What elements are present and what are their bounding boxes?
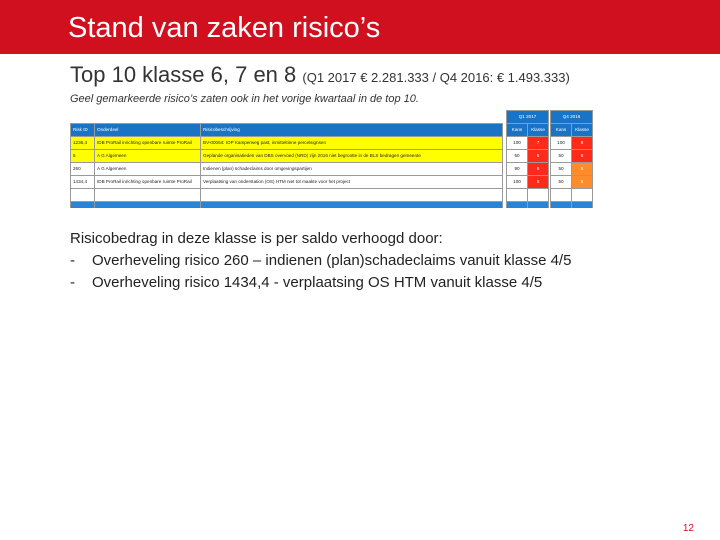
header-cell: Kans xyxy=(507,124,528,137)
table-row xyxy=(71,150,503,163)
kans-value: 50 xyxy=(551,150,572,163)
header-cell: Klasse xyxy=(572,124,593,137)
kans-value: 50 xyxy=(551,163,572,176)
header-cell: Klasse xyxy=(528,124,549,137)
kans-value: 90 xyxy=(507,163,528,176)
klasse-value: 6 xyxy=(528,176,549,189)
title-bar xyxy=(0,0,720,54)
risk-onderdeel: IDB ProRail inrichting openbare ruimte ProRail xyxy=(95,176,201,189)
heading-main: Top 10 klasse 6, 7 en 8 xyxy=(70,62,297,87)
risk-id: 1434,4 xyxy=(71,176,95,189)
heading-detail: (Q1 2017 € 2.281.333 / Q4 2016: € 1.493.333) xyxy=(302,70,570,85)
header-cell: Risk ID xyxy=(71,124,95,137)
kans-value: 50 xyxy=(551,176,572,189)
risk-table xyxy=(70,123,503,208)
klasse-value: 5 xyxy=(572,163,593,176)
header-cell: Risicobeschrijving xyxy=(201,124,503,137)
klasse-value: 6 xyxy=(528,150,549,163)
section-heading xyxy=(70,62,570,88)
header-cell: Kans xyxy=(551,124,572,137)
table-row xyxy=(71,176,503,189)
risk-onderdeel: IDB ProRail inrichting openbare ruimte ProRail xyxy=(95,137,201,150)
slide-title: Stand van zaken risico’s xyxy=(68,12,381,44)
table-row xyxy=(71,137,503,150)
risk-beschrijving: Geplande organisatieden van DBS overvoed (NRD) zijn 2016 niet begrootte in de BLS bedragen gemeente xyxy=(201,150,503,163)
bullet-marker: - xyxy=(70,252,75,269)
highlight-note: Geel gemarkeerde risico’s zaten ook in het vorige kwartaal in de top 10. xyxy=(70,93,419,105)
risk-id: 1236,4 xyxy=(71,137,95,150)
page-number: 12 xyxy=(682,523,694,534)
body-intro: Risicobedrag in deze klasse is per saldo verhoogd door: xyxy=(70,230,443,247)
body-text xyxy=(70,228,571,294)
bullet-text: Overheveling risico 1434,4 - verplaatsing OS HTM vanuit klasse 4/5 xyxy=(92,274,543,291)
risk-id: 260 xyxy=(71,163,95,176)
risk-beschrijving: Verplaatsing van onderstation (OS) HTM niet tot maakte voor het project xyxy=(201,176,503,189)
header-cell: Onderdeel xyxy=(95,124,201,137)
risk-id: 5 xyxy=(71,150,95,163)
risk-table-header xyxy=(71,124,503,137)
table-row xyxy=(71,163,503,176)
risk-onderdeel: A G Algemeen xyxy=(95,163,201,176)
bullet-text: Overheveling risico 260 – indienen (plan)schadeclaims vanuit klasse 4/5 xyxy=(92,252,572,269)
klasse-value: 6 xyxy=(528,163,549,176)
list-item xyxy=(70,272,571,294)
klasse-value: 7 xyxy=(528,137,549,150)
q4-2016-label: Q4 2016 xyxy=(551,111,593,124)
risk-table-image xyxy=(70,110,594,208)
kans-value: 100 xyxy=(507,176,528,189)
risk-onderdeel: A G Algemeen xyxy=(95,150,201,163)
klasse-value: 5 xyxy=(572,176,593,189)
kans-value: 50 xyxy=(507,150,528,163)
klasse-value: 6 xyxy=(572,150,593,163)
kans-value: 100 xyxy=(507,137,528,150)
kans-value: 100 xyxy=(551,137,572,150)
risk-beschrijving: BV-00064: IOP Kamperweg past, inmitteltinne percelsignsen xyxy=(201,137,503,150)
bullet-marker: - xyxy=(70,274,75,291)
list-item xyxy=(70,250,571,272)
q1-2017-label: Q1 2017 xyxy=(507,111,549,124)
q4-2016-table xyxy=(550,110,593,208)
klasse-value: 8 xyxy=(572,137,593,150)
risk-beschrijving: Indienen (plan) schadeclaims door omgevingspartijen xyxy=(201,163,503,176)
q1-2017-table xyxy=(506,110,549,208)
